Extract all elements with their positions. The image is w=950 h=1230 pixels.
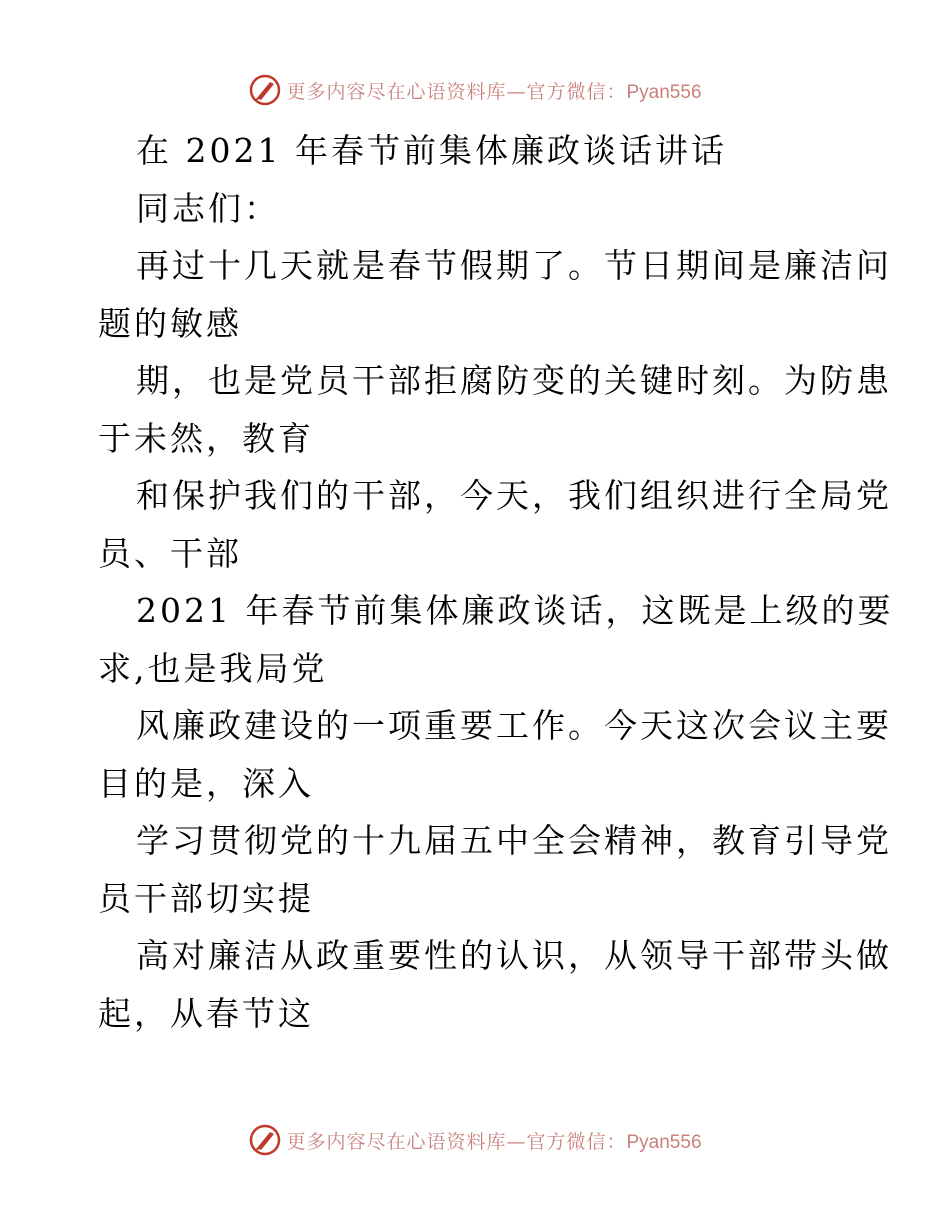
paragraph-line: 和保护我们的干部，今天，我们组织进行全局党 [136,476,892,515]
quill-circle-logo-icon [248,1123,282,1157]
paragraph-line: 2021 年春节前集体廉政谈话，这既是上级的要 [136,591,894,630]
paragraph-line: 学习贯彻党的十九届五中全会精神，教育引导党 [136,821,892,860]
paragraph-line: 期，也是党员干部拒腐防变的关键时刻。为防患 [136,361,892,400]
document-body [98,122,894,1042]
paragraph-line: 起，从春节这 [98,993,314,1033]
paragraph-line: 风廉政建设的一项重要工作。今天这次会议主要 [136,706,892,745]
watermark-text: 更多内容尽在心语资料库—官方微信：Pyan556 [286,80,702,103]
paragraph-line: 员干部切实提 [98,878,314,918]
paragraph-line: 目的是，深入 [98,763,314,803]
paragraph-line: 同志们： [136,188,280,228]
watermark-text: 更多内容尽在心语资料库—官方微信：Pyan556 [286,1130,702,1153]
paragraph-line: 员、干部 [98,533,242,573]
watermark-wechat-id: Pyan556 [626,81,702,103]
header-watermark [0,70,950,110]
watermark-wechat-id: Pyan556 [626,1131,702,1153]
paragraph-line: 于未然，教育 [98,418,314,458]
document-title: 在 2021 年春节前集体廉政谈话讲话 [136,131,727,170]
paragraph-line: 高对廉洁从政重要性的认识，从领导干部带头做 [136,936,892,975]
paragraph-line: 再过十几天就是春节假期了。节日期间是廉洁问 [136,246,892,285]
quill-circle-logo-icon [248,73,282,107]
paragraph-line: 求,也是我局党 [98,648,328,688]
footer-watermark [0,1120,950,1160]
paragraph-line: 题的敏感 [98,303,242,343]
